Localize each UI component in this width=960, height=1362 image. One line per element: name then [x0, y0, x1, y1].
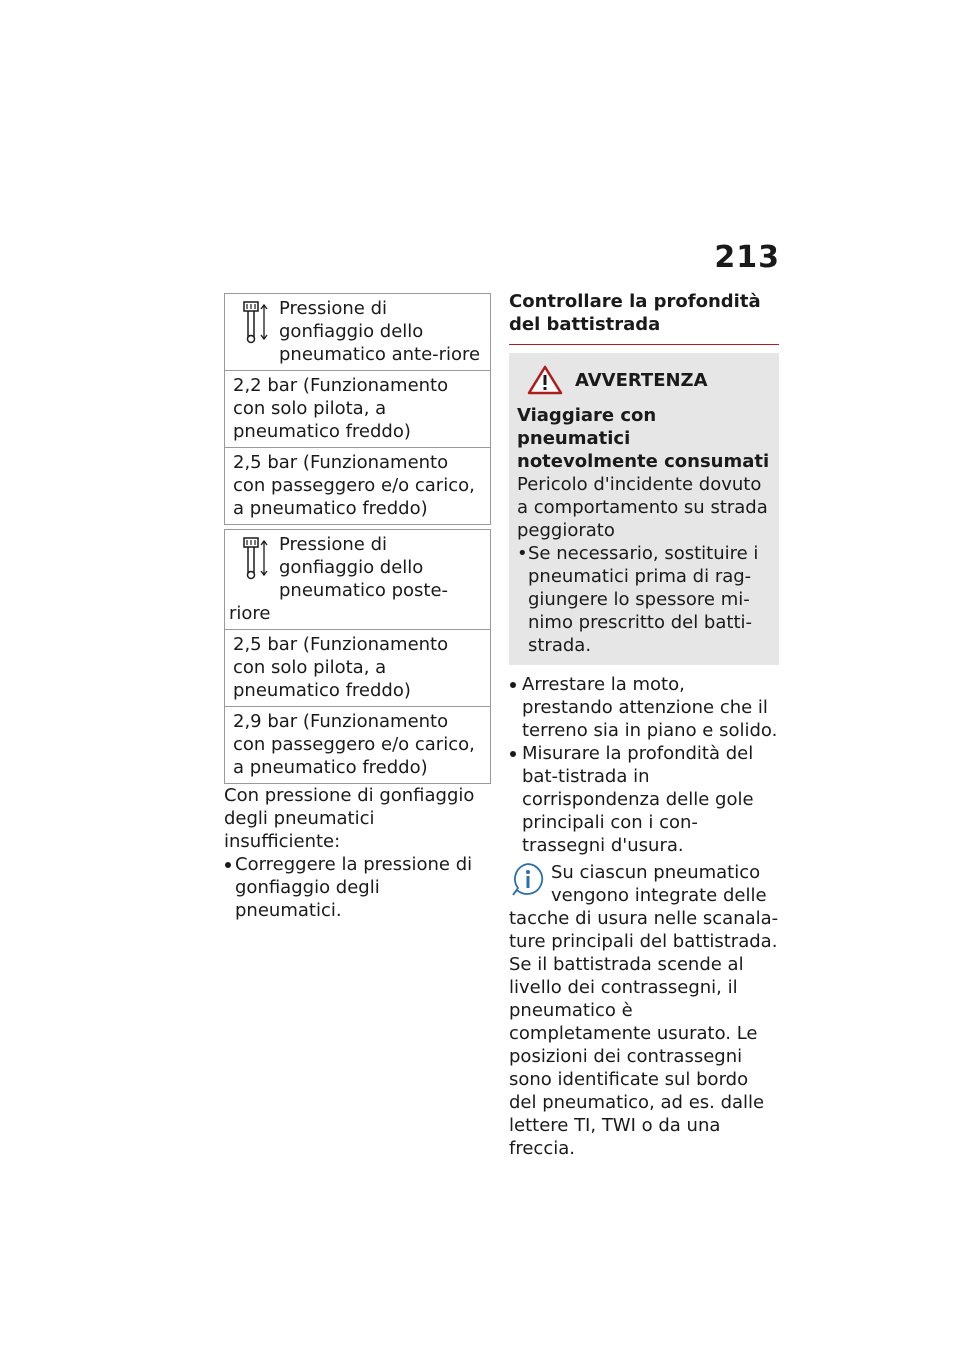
tread-step-2: Misurare la profondità del bat-tistrada in corrispondenza delle gole principali con i con-trassegni d'usura. — [509, 742, 779, 857]
tread-step-1: Arrestare la moto, prestando attenzione che il terreno sia in piano e solido. — [509, 673, 779, 742]
front-pressure-heading-cell — [224, 293, 491, 370]
rear-pressure-row-solo: 2,5 bar (Funzionamento con solo pilota, a pneumatico freddo) — [224, 629, 491, 706]
right-column — [509, 290, 779, 1160]
rear-pressure-row-loaded: 2,9 bar (Funzionamento con passeggero e/o carico, a pneumatico freddo) — [224, 706, 491, 784]
tread-info-text: Su ciascun pneumatico vengono integrate delle tacche di usura nelle scanala-ture principali del battistrada. Se il battistrada scende al livello dei contrassegni, il pneumatico è completamente usurato. Le posizioni dei contrassegni sono identificate sul bordo del pneumatico, ad es. dalle lettere TI, TWI o da una freccia. — [509, 862, 779, 1159]
warning-label: AVVERTENZA — [575, 369, 708, 391]
tread-info — [509, 861, 779, 1160]
rear-pressure-heading: Pressione di gonfiaggio dello pneumatico poste-riore — [229, 534, 449, 624]
front-pressure-heading: Pressione di gonfiaggio dello pneumatico ante-riore — [279, 298, 481, 365]
warning-subtitle: Viaggiare con pneumatici notevolmente consumati — [517, 405, 770, 472]
rear-pressure-heading-cell — [224, 529, 491, 629]
warning-text: Pericolo d'incidente dovuto a comportamento su strada peggiorato — [517, 474, 768, 541]
warning-header — [527, 365, 771, 395]
info-icon — [509, 861, 547, 899]
low-pressure-intro: Con pressione di gonfiaggio degli pneumatici insufficiente: — [224, 785, 475, 852]
tire-pressure-icon — [239, 299, 269, 345]
tread-section-title: Controllare la profondità del battistrada — [509, 290, 779, 345]
page-number: 213 — [714, 240, 780, 275]
front-pressure-row-solo: 2,2 bar (Funzionamento con solo pilota, a pneumatico freddo) — [224, 370, 491, 447]
warning-box — [509, 353, 779, 665]
left-column — [224, 293, 491, 922]
low-pressure-action: Correggere la pressione di gonfiaggio degli pneumatici. — [224, 853, 491, 922]
front-pressure-row-loaded: 2,5 bar (Funzionamento con passeggero e/o carico, a pneumatico freddo) — [224, 447, 491, 525]
warning-bullet: • Se necessario, sostituire i pneumatici prima di rag-giungere lo spessore mi-nimo prescritto del batti-strada. — [517, 542, 771, 657]
tire-pressure-icon — [239, 535, 269, 581]
warning-triangle-icon — [527, 365, 563, 395]
